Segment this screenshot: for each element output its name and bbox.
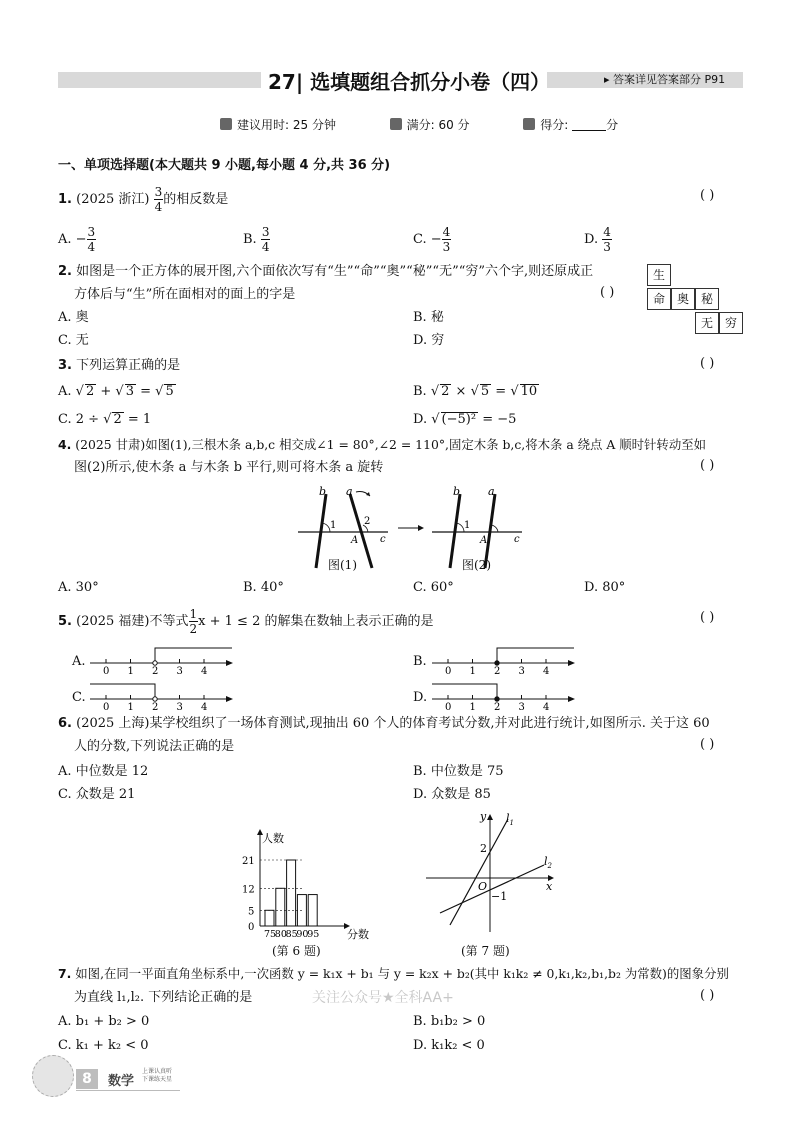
line-l2: [440, 865, 544, 913]
net-cell-qiong: 穷: [719, 312, 743, 334]
tick-label: 4: [543, 666, 550, 676]
x-tick-80: 80: [274, 929, 287, 940]
fig2-caption: 图(2): [462, 558, 491, 572]
q3-option-b: B. √ 2 × √ 5 = √ 10: [413, 384, 538, 399]
axis-y-label: y: [480, 810, 487, 823]
axis-arrow: [226, 660, 233, 666]
bar-80: [276, 888, 285, 926]
bar-85: [287, 860, 296, 926]
bar-95: [308, 895, 317, 926]
q7-option-c: C. k₁ + k₂ < 0: [58, 1038, 149, 1053]
q6-option-d: D. 众数是 85: [413, 787, 491, 802]
tick-label: 0: [103, 666, 110, 676]
svg-text:c: c: [514, 534, 520, 545]
watermark: 关注公众号★全科AA+: [312, 990, 454, 1006]
answer-paren-6: ( ): [700, 737, 715, 752]
endpoint-dot: [153, 661, 157, 665]
clock-icon: [220, 118, 232, 130]
label-angle1: 1: [330, 520, 337, 531]
question-7-cont: 为直线 l₁,l₂. 下列结论正确的是: [74, 990, 253, 1005]
solution-ray: [497, 648, 574, 663]
page-number: 8: [76, 1069, 98, 1089]
y-tick-12: 12: [242, 884, 255, 896]
q1-option-b: B. $\frac{3}{4}$: [243, 225, 270, 254]
tick-label: 0: [445, 702, 452, 712]
section-heading: 一、单项选择题(本大题共 9 小题,每小题 4 分,共 36 分): [58, 158, 391, 173]
label-b1: b: [319, 485, 327, 498]
answer-paren-1: ( ): [700, 188, 715, 203]
tick-label: 1: [127, 666, 134, 676]
question-7: 7. 如图,在同一平面直角坐标系中,一次函数 y = k₁x + b₁ 与 y = k₂x + b₂(其中 k₁k₂ ≠ 0,k₁,k₂,b₁,b₂ 为常数)的图象分别: [58, 966, 729, 981]
fraction: $\frac{3}{4}$: [154, 185, 163, 214]
answer-paren-4: ( ): [700, 458, 715, 473]
net-cell-sheng: 生: [647, 264, 671, 286]
fig1-caption: 图(1): [328, 558, 357, 572]
axis-arrow: [568, 696, 575, 702]
mascot-logo: [32, 1055, 74, 1097]
tick-label: 0: [103, 702, 110, 712]
axis-arrow: [226, 696, 233, 702]
q1-option-c: C. − $\frac{4}{3}$: [413, 225, 451, 254]
label-angle2: 2: [364, 516, 371, 527]
q6-option-c: C. 众数是 21: [58, 787, 136, 802]
question-3: 3. 下列运算正确的是: [58, 358, 181, 373]
line-l1: [450, 819, 508, 925]
arrow-head: [366, 492, 370, 496]
svg-text:1: 1: [464, 520, 471, 531]
q6-option-b: B. 中位数是 75: [413, 764, 504, 779]
x-tick-85: 85: [285, 929, 298, 940]
x-tick-75: 75: [264, 929, 277, 940]
solution-ray: [432, 684, 497, 699]
x-axis-label: 分数: [347, 928, 369, 941]
question-2: 2. 如图是一个正方体的展开图,六个面依次写有“生”“命”“奥”“秘”“无”“穷”六个字,则还原成正: [58, 264, 594, 279]
tick-label: 2: [494, 666, 501, 676]
number-line-d: [428, 678, 578, 712]
footer-rule: [76, 1090, 180, 1091]
svg-text:A: A: [480, 535, 488, 546]
question-6-cont: 人的分数,下列说法正确的是: [74, 739, 235, 754]
question-4-cont: 图(2)所示,使木条 a 与木条 b 平行,则可将木条 a 旋转: [74, 460, 384, 475]
question-2-cont: 方体后与“生”所在面相对的面上的字是: [74, 287, 296, 302]
tick-minus1: −1: [491, 890, 508, 903]
tick-label: 1: [469, 666, 476, 676]
question-6: 6. (2025 上海)某学校组织了一场体育测试,现抽出 60 个人的体育考试分数,并对此进行统计,如图所示. 关于这 60: [58, 716, 710, 731]
solution-ray: [90, 684, 155, 699]
axis-x-label: x: [546, 880, 553, 893]
tick-label: 0: [445, 666, 452, 676]
q7-option-d: D. k₁k₂ < 0: [413, 1038, 485, 1053]
tick-label: 3: [176, 666, 183, 676]
q1-option-d: D. $\frac{4}{3}$: [584, 225, 611, 254]
q3-option-c: C. 2 ÷ √ 2 = 1: [58, 412, 152, 427]
y-tick-5: 5: [248, 906, 255, 918]
q7-figure: [424, 810, 560, 936]
answer-paren-7: ( ): [700, 988, 715, 1003]
stick-b2: [450, 494, 460, 568]
tick-label: 2: [152, 666, 159, 676]
q4-figure: [290, 482, 530, 578]
endpoint-dot: [153, 697, 157, 701]
pen-icon: [523, 118, 535, 130]
label-a1: a: [346, 485, 353, 498]
q2-option-c: C. 无: [58, 333, 89, 348]
tick-label: 2: [152, 702, 159, 712]
question-1: 1. (2025 浙江) $\frac{3}{4}$ 的相反数是: [58, 185, 229, 214]
answer-paren-2: ( ): [600, 285, 615, 300]
number-line-a: [86, 642, 236, 676]
svg-text:a: a: [488, 485, 495, 498]
number-line-b: [428, 642, 578, 676]
y-tick-0: 0: [248, 922, 255, 933]
answer-paren-3: ( ): [700, 356, 715, 371]
answer-reference: ▸ 答案详见答案部分 P91: [604, 73, 726, 86]
q3-option-d: D. √ (−5)² = −5: [413, 412, 517, 427]
tick-label: 4: [201, 702, 208, 712]
q5-option-a-label: A.: [72, 654, 86, 669]
y-tick-21: 21: [242, 856, 255, 867]
q7-option-b: B. b₁b₂ > 0: [413, 1014, 486, 1029]
q2-option-a: A. 奥: [58, 310, 89, 325]
label-l2: $l_2$: [544, 855, 552, 870]
tick-label: 3: [176, 702, 183, 712]
label-c1: c: [380, 534, 386, 545]
tick-label: 3: [518, 666, 525, 676]
q6-option-a: A. 中位数是 12: [58, 764, 149, 779]
q4-option-a: A. 30°: [58, 580, 99, 595]
origin-label: O: [478, 880, 488, 893]
q2-option-d: D. 穷: [413, 333, 445, 348]
q2-option-b: B. 秘: [413, 310, 444, 325]
q7-option-a: A. b₁ + b₂ > 0: [58, 1014, 150, 1029]
q4-option-c: C. 60°: [413, 580, 454, 595]
tick-label: 4: [201, 666, 208, 676]
axis-arrow: [568, 660, 575, 666]
endpoint-dot: [495, 697, 499, 701]
tick-label: 2: [494, 702, 501, 712]
footer-subject: 数学: [108, 1074, 135, 1089]
tick-label: 4: [543, 702, 550, 712]
header-bar-left: [58, 72, 261, 88]
x-tick-90: 90: [296, 929, 309, 940]
stick-b: [316, 494, 326, 568]
q5-option-c-label: C.: [72, 690, 86, 705]
answer-paren-5: ( ): [700, 610, 715, 625]
net-cell-mi: 秘: [695, 288, 719, 310]
number-line-c: [86, 678, 236, 712]
net-cell-ao: 奥: [671, 288, 695, 310]
tick-label: 3: [518, 702, 525, 712]
y-axis-label: 人数: [262, 832, 284, 845]
page-title: 27| 选填题组合抓分小卷（四）: [268, 70, 551, 94]
q5-option-b-label: B.: [413, 654, 427, 669]
q1-option-a: A. − $\frac{3}{4}$: [58, 225, 96, 254]
x-tick-95: 95: [307, 929, 320, 940]
q4-option-d: D. 80°: [584, 580, 626, 595]
transform-arrow: [418, 525, 424, 531]
score-blank: [572, 118, 606, 131]
net-cell-ming: 命: [647, 288, 671, 310]
fig7-caption: (第 7 题): [461, 944, 510, 958]
tick-2: 2: [480, 842, 487, 855]
q5-option-d-label: D.: [413, 690, 428, 705]
bar-75: [265, 910, 274, 926]
solution-ray: [155, 648, 232, 663]
svg-text:b: b: [453, 485, 461, 498]
question-4: 4. (2025 甘肃)如图(1),三根木条 a,b,c 相交成∠1 = 80°,∠2 = 110°,固定木条 b,c,将木条 a 绕点 A 顺时针转动至如: [58, 437, 706, 452]
info-line: 建议用时: 25 分钟 满分: 60 分 得分: 分: [220, 116, 618, 133]
label-l1: $l_1$: [506, 812, 514, 827]
q4-option-b: B. 40°: [243, 580, 284, 595]
footer-slogan: 上课认真听 下课练天星: [142, 1068, 173, 1083]
tick-label: 1: [469, 702, 476, 712]
bar-chart: [226, 826, 386, 944]
q3-option-a: A. √ 2 + √ 3 = √ 5: [58, 384, 174, 399]
question-5: 5. (2025 福建)不等式 $\frac{1}{2}$ x + 1 ≤ 2 的解集在数轴上表示正确的是: [58, 607, 434, 636]
net-cell-wu: 无: [695, 312, 719, 334]
label-A1: A: [351, 535, 359, 546]
score-icon: [390, 118, 402, 130]
tick-label: 1: [127, 702, 134, 712]
fig6-caption: (第 6 题): [272, 944, 321, 958]
endpoint-dot: [495, 661, 499, 665]
